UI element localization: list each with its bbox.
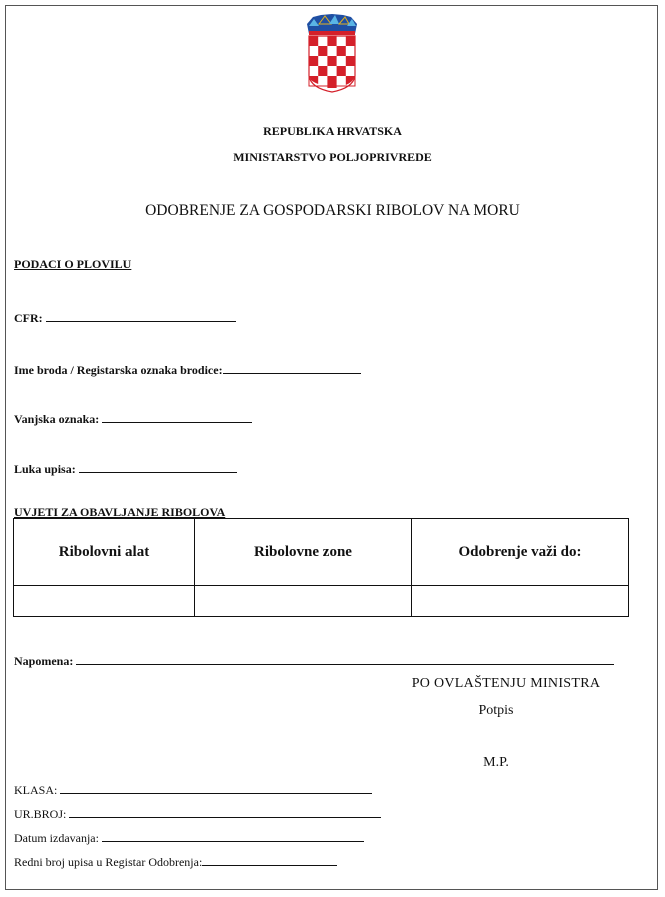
document-page: [5, 5, 658, 890]
port-input-line[interactable]: [79, 459, 237, 473]
cfr-input-line[interactable]: [46, 308, 236, 322]
ministry-name: MINISTARSTVO POLJOPRIVREDE: [233, 150, 432, 164]
valid-until-cell[interactable]: [412, 586, 629, 617]
date-input-line[interactable]: [102, 828, 364, 842]
coat-of-arms-icon: [305, 14, 359, 94]
ship-name-field[interactable]: [14, 360, 361, 378]
urbroj-label: UR.BROJ:: [14, 807, 67, 821]
vessel-section-heading: PODACI O PLOVILU: [14, 257, 132, 271]
registry-label: Redni broj upisa u Registar Odobrenja:: [14, 855, 203, 869]
registry-field[interactable]: [14, 852, 337, 870]
ship-name-input-line[interactable]: [223, 360, 361, 374]
conditions-table: [13, 518, 629, 617]
document-title: ODOBRENJE ZA GOSPODARSKI RIBOLOV NA MORU: [145, 202, 520, 219]
date-label: Datum izdavanja:: [14, 831, 99, 845]
ship-name-label: Ime broda / Registarska oznaka brodice:: [14, 363, 223, 377]
column-header-valid-until: Odobrenje važi do:: [412, 519, 629, 586]
authority-line: PO OVLAŠTENJU MINISTRA: [411, 676, 601, 691]
signature-label: Potpis: [478, 703, 514, 718]
date-field[interactable]: [14, 828, 364, 846]
port-label: Luka upisa:: [14, 462, 76, 476]
column-header-zones: Ribolovne zone: [195, 519, 412, 586]
column-header-gear: Ribolovni alat: [14, 519, 195, 586]
external-mark-label: Vanjska oznaka:: [14, 412, 100, 426]
note-field[interactable]: [14, 651, 614, 669]
urbroj-input-line[interactable]: [69, 804, 381, 818]
conditions-section-heading: UVJETI ZA OBAVLJANJE RIBOLOVA: [14, 505, 226, 519]
klasa-input-line[interactable]: [60, 780, 372, 794]
external-mark-input-line[interactable]: [102, 409, 252, 423]
klasa-label: KLASA:: [14, 783, 58, 797]
note-input-line[interactable]: [76, 651, 614, 665]
stamp-label: M.P.: [483, 755, 509, 770]
port-field[interactable]: [14, 459, 237, 477]
zones-cell[interactable]: [195, 586, 412, 617]
cfr-field[interactable]: [14, 308, 236, 326]
table-header-row: [14, 519, 629, 586]
country-name: REPUBLIKA HRVATSKA: [263, 124, 402, 138]
klasa-field[interactable]: [14, 780, 372, 798]
gear-cell[interactable]: [14, 586, 195, 617]
urbroj-field[interactable]: [14, 804, 381, 822]
external-mark-field[interactable]: [14, 409, 252, 427]
registry-input-line[interactable]: [202, 852, 337, 866]
table-row: [14, 586, 629, 617]
cfr-label: CFR:: [14, 311, 43, 325]
note-label: Napomena:: [14, 654, 74, 668]
